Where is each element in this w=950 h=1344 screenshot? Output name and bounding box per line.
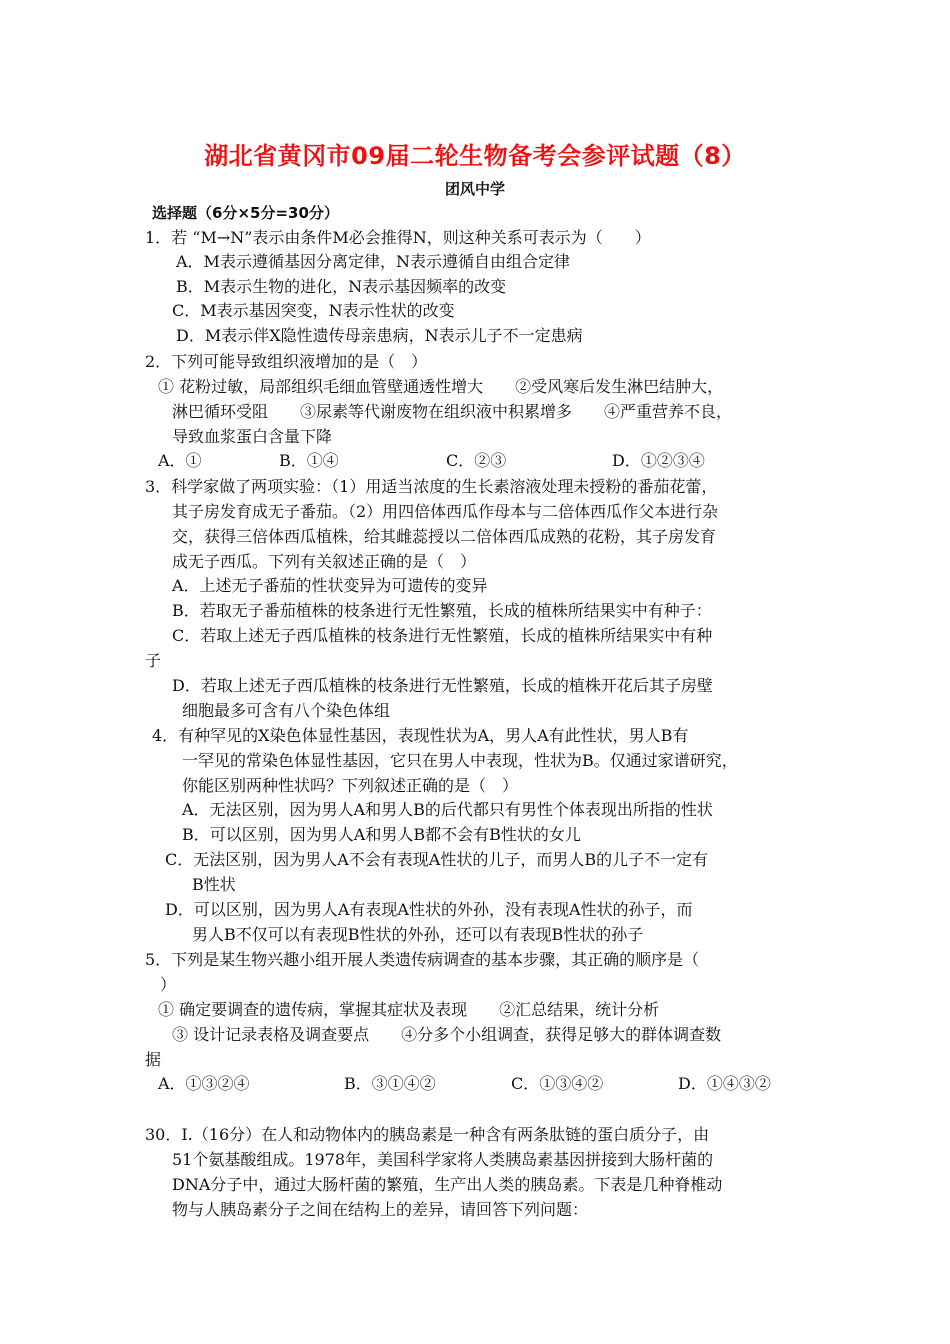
school-name: 团风中学 — [444, 180, 505, 198]
q4-line-2: 一罕见的常染色体显性基因，它只在男人中表现，性状为B。仅通过家谱研究， — [182, 751, 738, 770]
q4-line-1: 4．有种罕见的X染色体显性基因，表现性状为A，男人A有此性状，男人B有 — [152, 726, 689, 745]
q5-option-a: A．①③②④ — [158, 1074, 250, 1093]
q4-option-c-line-1: C．无法区别，因为男人A不会有表现A性状的儿子，而男人B的儿子不一定有 — [165, 850, 709, 869]
document-title: 湖北省黄冈市09届二轮生物备考会参评试题（8） — [204, 142, 746, 170]
q2-line-3: 导致血浆蛋白含量下降 — [172, 427, 333, 446]
q4-option-c-line-2: B性状 — [192, 875, 236, 894]
q2-option-b: B．①④ — [279, 451, 339, 470]
q5-option-d: D．①④③② — [678, 1074, 771, 1093]
q4-line-3: 你能区别两种性状吗？下列叙述正确的是（ ） — [182, 776, 519, 795]
q2-stem: 2．下列可能导致组织液增加的是（ ） — [145, 352, 428, 371]
q2-option-d: D．①②③④ — [612, 451, 705, 470]
q3-option-d-line-2: 细胞最多可含有八个染色体组 — [182, 701, 391, 720]
q3-option-a: A．上述无子番茄的性状变异为可遗传的变异 — [172, 576, 488, 595]
q1-stem: 1．若 “M→N”表示由条件M必会推得N，则这种关系可表示为（ ） — [145, 228, 651, 247]
q2-line-1: ① 花粉过敏，局部组织毛细血管壁通透性增大 ②受风寒后发生淋巴结肿大， — [158, 377, 724, 396]
q30-line-2: 51个氨基酸组成。1978年，美国科学家将人类胰岛素基因拼接到大肠杆菌的 — [172, 1150, 714, 1169]
q5-stem-close: ） — [160, 975, 177, 994]
q30-line-3: DNA分子中，通过大肠杆菌的繁殖，生产出人类的胰岛素。下表是几种脊椎动 — [172, 1175, 723, 1194]
q5-option-b: B．③①④② — [344, 1074, 436, 1093]
q1-option-c: C．M表示基因突变，N表示性状的改变 — [172, 301, 455, 320]
q1-option-d: D．M表示伴X隐性遗传母亲患病，N表示儿子不一定患病 — [176, 326, 583, 345]
q4-option-b: B．可以区别，因为男人A和男人B都不会有B性状的女儿 — [182, 825, 581, 844]
q3-option-c-line-1: C．若取上述无子西瓜植株的枝条进行无性繁殖，长成的植株所结果实中有种 — [172, 626, 713, 645]
q2-option-a: A．① — [158, 451, 202, 470]
q5-stem: 5．下列是某生物兴趣小组开展人类遗传病调查的基本步骤，其正确的顺序是（ — [145, 950, 700, 969]
q3-line-4: 成无子西瓜。下列有关叙述正确的是（ ） — [172, 552, 477, 571]
q2-option-c: C．②③ — [446, 451, 507, 470]
q30-line-1: 30．Ⅰ.（16分）在人和动物体内的胰岛素是一种含有两条肽链的蛋白质分子，由 — [145, 1125, 710, 1144]
q4-option-d-line-2: 男人B不仅可以有表现B性状的外孙，还可以有表现B性状的孙子 — [192, 925, 644, 944]
q5-line-2: ③ 设计记录表格及调查要点 ④分多个小组调查，获得足够大的群体调查数 — [172, 1025, 722, 1044]
q1-option-a: A．M表示遵循基因分离定律，N表示遵循自由组合定律 — [176, 252, 570, 271]
q4-option-a: A．无法区别，因为男人A和男人B的后代都只有男性个体表现出所指的性状 — [182, 800, 713, 819]
section-heading: 选择题（6分×5分=30分） — [152, 204, 339, 222]
q3-option-d-line-1: D．若取上述无子西瓜植株的枝条进行无性繁殖，长成的植株开花后其子房壁 — [172, 676, 713, 695]
q5-line-1: ① 确定要调查的遗传病，掌握其症状及表现 ②汇总结果，统计分析 — [158, 1000, 660, 1019]
q3-line-1: 3．科学家做了两项实验：（1）用适当浓度的生长素溶液处理未授粉的番茄花蕾， — [145, 477, 718, 496]
q5-option-c: C．①③④② — [511, 1074, 604, 1093]
q5-line-3: 据 — [145, 1050, 162, 1069]
q30-line-4: 物与人胰岛素分子之间在结构上的差异，请回答下列问题： — [172, 1200, 589, 1219]
q3-option-c-line-2: 子 — [145, 651, 162, 670]
q3-line-2: 其子房发育成无子番茄。（2）用四倍体西瓜作母本与二倍体西瓜作父本进行杂 — [172, 502, 719, 521]
q2-line-2: 淋巴循环受阻 ③尿素等代谢废物在组织液中积累增多 ④严重营养不良， — [172, 402, 733, 421]
q1-option-b: B．M表示生物的进化，N表示基因频率的改变 — [176, 277, 507, 296]
q3-line-3: 交，获得三倍体西瓜植株，给其雌蕊授以二倍体西瓜成熟的花粉，其子房发育 — [172, 527, 717, 546]
q4-option-d-line-1: D．可以区别，因为男人A有表现A性状的外孙，没有表现A性状的孙子，而 — [165, 900, 693, 919]
q3-option-b: B．若取无子番茄植株的枝条进行无性繁殖，长成的植株所结果实中有种子： — [172, 601, 712, 620]
